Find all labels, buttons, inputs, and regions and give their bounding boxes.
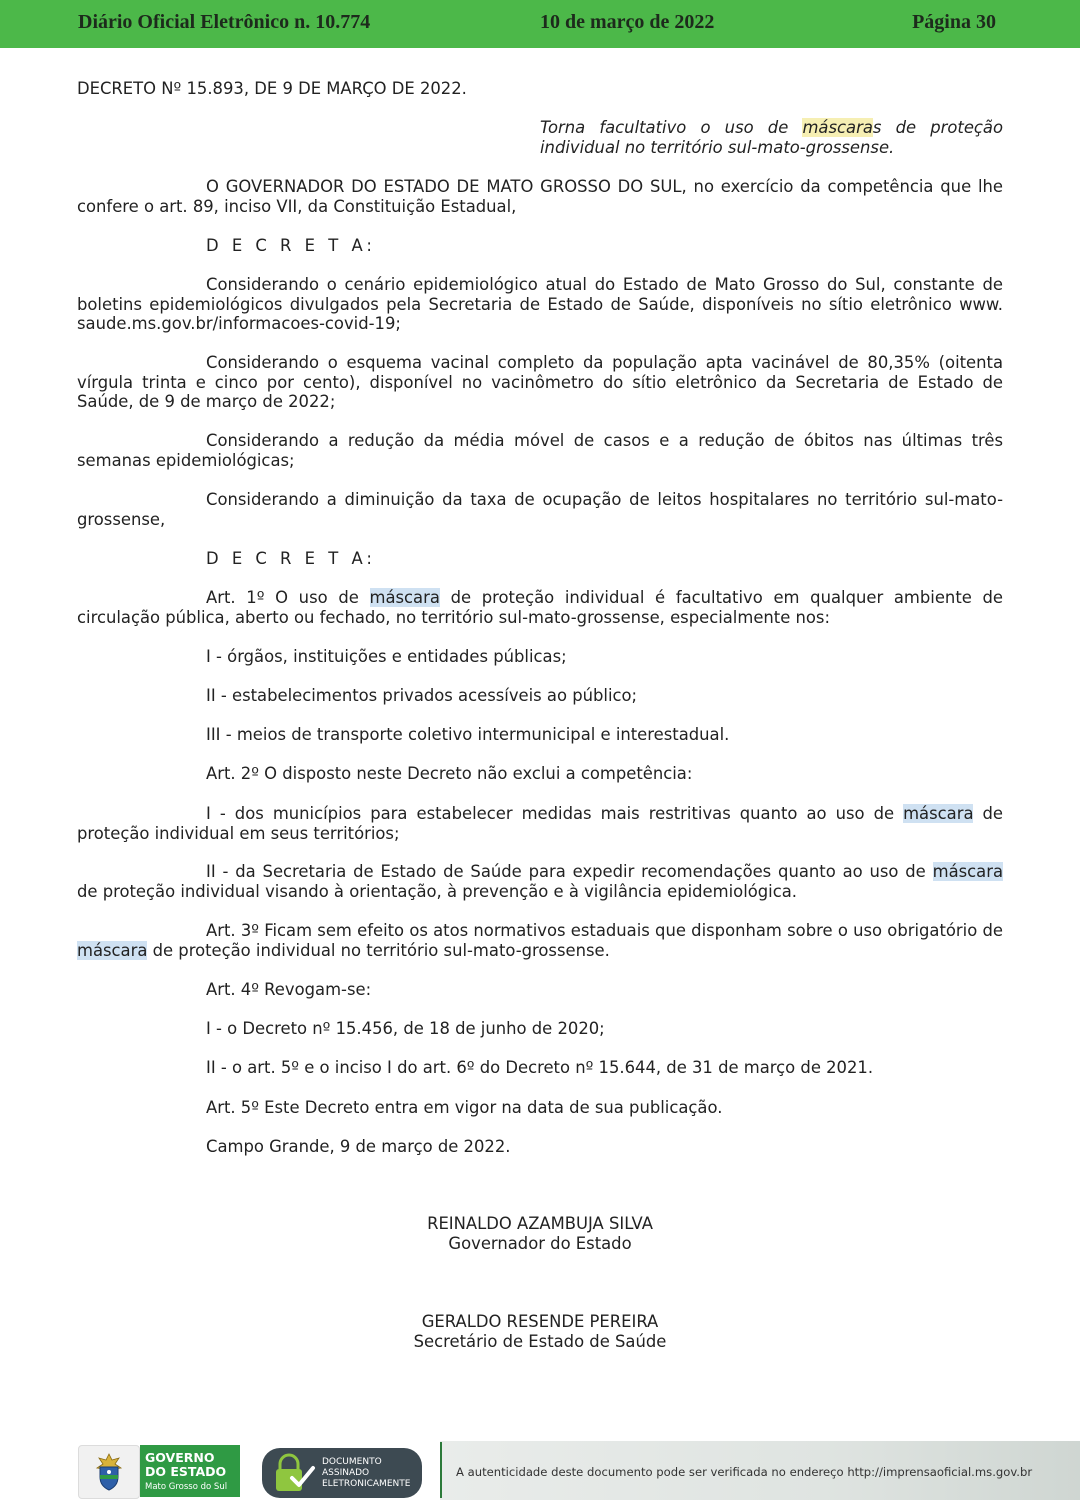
- signature-block: [340, 1214, 740, 1254]
- considerando-paragraph: Considerando a redução da média móvel de casos e a redução de óbitos nas últimas três semanas epidemiológicas;: [77, 431, 1003, 470]
- article-2: Art. 2º O disposto neste Decreto não exclui a competência:: [206, 764, 693, 783]
- article-item: II - o art. 5º e o inciso I do art. 6º do Decreto nº 15.644, de 31 de março de 2021.: [206, 1058, 874, 1077]
- government-logo: GOVERNO DO ESTADO Mato Grosso do Sul: [140, 1445, 240, 1497]
- article-item: I - órgãos, instituições e entidades públicas;: [206, 647, 567, 666]
- search-highlight: máscara: [802, 118, 873, 137]
- decreta-heading: D E C R E T A:: [206, 549, 376, 568]
- search-highlight: máscara: [903, 804, 974, 823]
- digitally-signed-seal: DOCUMENTO ASSINADO ELETRONICAMENTE: [262, 1448, 422, 1498]
- article-1: Art. 1º O uso de máscara de proteção individual é facultativo em qualquer ambiente de circulação pública, aberto ou fechado, no território sul-mato-grossense, especialmente nos:: [77, 588, 1003, 627]
- search-highlight: máscara: [369, 588, 440, 607]
- article-item: III - meios de transporte coletivo intermunicipal e interestadual.: [206, 725, 730, 744]
- article-item: I - dos municípios para estabelecer medidas mais restritivas quanto ao uso de máscara de proteção individual em seus territórios;: [77, 804, 1004, 843]
- considerando-paragraph: Considerando o esquema vacinal completo da população apta vacinável de 80,35% (oitenta vírgula trinta e cinco por cento), disponível no vacinômetro do sítio eletrônico da Secretaria de Estado de Saúde, de 9 de março de 2022;: [77, 353, 1003, 412]
- considerando-paragraph: Considerando o cenário epidemiológico atual do Estado de Mato Grosso do Sul, constante de boletins epidemiológicos divulgados pela Secretaria de Estado de Saúde, disponíveis no sítio eletrônico www. saude.ms.gov.br/informacoes-covid-19;: [77, 275, 1003, 334]
- footer-divider: [440, 1442, 442, 1498]
- page-footer: [0, 1440, 1080, 1500]
- state-coat-of-arms-icon: [78, 1445, 140, 1499]
- padlock-check-icon: [268, 1448, 324, 1498]
- gazette-header: [0, 0, 1080, 48]
- decree-title: DECRETO Nº 15.893, DE 9 DE MARÇO DE 2022.: [77, 79, 467, 98]
- considerando-paragraph: Considerando a diminuição da taxa de ocupação de leitos hospitalares no território sul-mato-grossense,: [77, 490, 1003, 529]
- signer-role: Governador do Estado: [448, 1234, 632, 1253]
- page-number: Página 30: [912, 11, 996, 33]
- article-item: II - da Secretaria de Estado de Saúde para expedir recomendações quanto ao uso de máscara de proteção individual visando à orientação, à prevenção e à vigilância epidemiológica.: [77, 862, 1003, 901]
- gazette-edition: Diário Oficial Eletrônico n. 10.774: [78, 11, 371, 33]
- preamble: O GOVERNADOR DO ESTADO DE MATO GROSSO DO SUL, no exercício da competência que lhe confere o art. 89, inciso VII, da Constituição Estadual,: [77, 177, 1003, 216]
- signer-name: REINALDO AZAMBUJA SILVA: [427, 1214, 653, 1233]
- article-item: I - o Decreto nº 15.456, de 18 de junho de 2020;: [206, 1019, 605, 1038]
- search-highlight: máscara: [932, 862, 1003, 881]
- search-highlight: máscara: [77, 940, 148, 960]
- article-5: Art. 5º Este Decreto entra em vigor na data de sua publicação.: [206, 1098, 723, 1117]
- decree-summary: Torna facultativo o uso de máscaras de proteção individual no território sul-mato-grossense.: [540, 118, 1003, 157]
- place-date: Campo Grande, 9 de março de 2022.: [206, 1137, 511, 1156]
- signer-name: GERALDO RESENDE PEREIRA: [421, 1312, 659, 1331]
- article-4: Art. 4º Revogam-se:: [206, 980, 372, 999]
- gazette-date: 10 de março de 2022: [540, 11, 715, 33]
- signature-block: [340, 1312, 740, 1352]
- authenticity-notice: A autenticidade deste documento pode ser verificada no endereço http://imprensaoficial.ms.gov.br: [456, 1465, 1033, 1479]
- decreta-heading: D E C R E T A:: [206, 236, 376, 255]
- article-item: II - estabelecimentos privados acessíveis ao público;: [206, 686, 638, 705]
- article-3: Art. 3º Ficam sem efeito os atos normativos estaduais que disponham sobre o uso obrigatório de máscara de proteção individual no território sul-mato-grossense.: [77, 921, 1003, 960]
- signer-role: Secretário de Estado de Saúde: [413, 1332, 667, 1351]
